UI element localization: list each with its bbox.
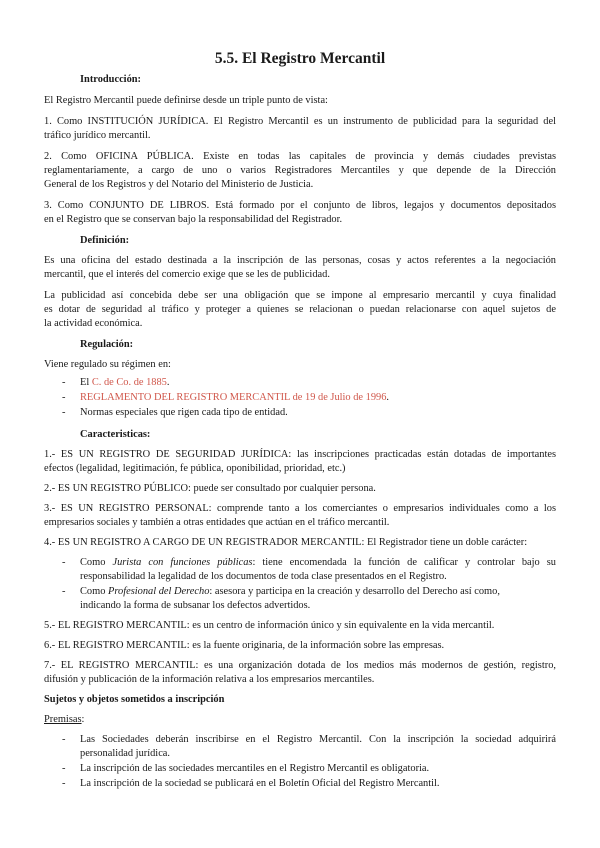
caracteristica-3-line1: 3.- ES UN REGISTRO PERSONAL: comprende tanto a los comerciantes o empresarios individuales como a los (44, 503, 556, 514)
intro-lead: El Registro Mercantil puede definirse desde un triple punto de vista: (44, 95, 328, 106)
sujetos-item-1-line1: Las Sociedades deberán inscribirse en el Registro Mercantil. Con la inscripción la sociedad adquirirá (80, 734, 556, 745)
caracteristica-6: 6.- EL REGISTRO MERCANTIL: es la fuente originaria, de la información sobre las empresas. (44, 640, 445, 651)
link-codigo-comercio[interactable]: C. de Co. de 1885 (91, 377, 167, 388)
sujetos-item-3: La inscripción de la sociedad se publicará en el Boletín Oficial del Registro Mercantil. (80, 778, 440, 789)
caracteristica-4: 4.- ES UN REGISTRO A CARGO DE UN REGISTRADOR MERCANTIL: El Registrador tiene un doble carácter: (44, 537, 528, 548)
caracteristica-1-line2: efectos (legalidad, legitimación, fe pública, oponibilidad, prioridad, etc.) (44, 463, 346, 474)
definicion-p1-line2: mercantil, que el interés del comercio exige que se les de publicidad. (44, 269, 330, 280)
bullet-dash: - (62, 392, 66, 403)
definicion-p2-line3: la actividad económica. (44, 318, 143, 329)
intro-p1-line2: tráfico jurídico mercantil. (44, 130, 151, 141)
intro-p3-line2: en el Registro que se conservan bajo la responsabilidad del Registrador. (44, 214, 343, 225)
link-reglamento-registro[interactable]: REGLAMENTO DEL REGISTRO MERCANTIL de 19 de Julio de 1996 (80, 392, 387, 403)
regulacion-item-1-post: . (166, 377, 170, 388)
regulacion-item-1-pre: El (80, 377, 92, 388)
bullet-dash: - (62, 586, 66, 597)
heading-definicion: Definición: (80, 235, 130, 246)
caracteristica-1-line1: 1.- ES UN REGISTRO DE SEGURIDAD JURÍDICA: las inscripciones practicadas están dotadas de importantes (44, 449, 556, 460)
page-title: 5.5. El Registro Mercantil (214, 50, 386, 67)
regulacion-lead: Viene regulado su régimen en: (44, 359, 171, 370)
regulacion-item-3: Normas especiales que rigen cada tipo de entidad. (80, 407, 288, 418)
bullet-2-pre: Como (80, 586, 109, 597)
regulacion-item-2-post: . (386, 392, 390, 403)
definicion-p2-line2: es dotar de seguridad al tráfico y proteger a quienes se relacionan o puedan relacionarse con aquel sujetos de (44, 304, 556, 315)
heading-caracteristicas: Caracteristicas: (80, 429, 151, 440)
bullet-1-post: : tiene encomendada la función de calificar y controlar bajo su (252, 557, 556, 568)
intro-p2-line2: reglamentariamente, a cargo de uno o varios Registradores Mercantiles y que depende de la Dirección (44, 165, 556, 176)
heading-introduccion: Introducción: (80, 74, 142, 85)
bullet-1-pre: Como (80, 557, 113, 568)
bullet-2-post: : asesora y participa en la creación y desarrollo del Derecho así como, (209, 586, 500, 597)
caracteristica-2: 2.- ES UN REGISTRO PÚBLICO: puede ser consultado por cualquier persona. (44, 483, 376, 494)
intro-p1-line1: 1. Como INSTITUCIÓN JURÍDICA. El Registro Mercantil es un instrumento de publicidad para la seguridad del (44, 116, 556, 127)
intro-p2-line1: 2. Como OFICINA PÚBLICA. Existe en todas las capitales de provincia y demás ciudades previstas (44, 151, 556, 162)
bullet-2-em: Profesional del Derecho (108, 586, 210, 597)
bullet-1-em: Jurista con funciones públicas (112, 557, 253, 568)
bullet-dash: - (62, 557, 66, 568)
caracteristica-4-bullet-2-line1 (80, 585, 556, 600)
premisas-label (44, 713, 556, 728)
caracteristica-3-line2: empresarios sociales y también a otras entidades que actúan en el tráfico mercantil. (44, 517, 390, 528)
sujetos-item-1-line2: personalidad jurídica. (80, 748, 171, 759)
intro-p3-line1: 3. Como CONJUNTO DE LIBROS. Está formado por el conjunto de libros, legajos y documentos depositados (44, 200, 556, 211)
regulacion-item-2 (80, 391, 556, 406)
heading-regulacion: Regulación: (80, 339, 134, 350)
heading-sujetos: Sujetos y objetos sometidos a inscripción (44, 694, 225, 705)
bullet-dash: - (62, 763, 66, 774)
caracteristica-7-line1: 7.- EL REGISTRO MERCANTIL: es una organización dotada de los medios más modernos de gestión, registro, (44, 660, 556, 671)
bullet-dash: - (62, 734, 66, 745)
definicion-p2-line1: La publicidad así concebida debe ser una obligación que se impone al empresario mercantil y cuya finalidad (44, 290, 556, 301)
regulacion-item-1 (80, 376, 556, 391)
caracteristica-7-line2: difusión y publicación de la información relativa a los empresarios mercantiles. (44, 674, 375, 685)
intro-p2-line3: General de los Registros y del Notario del Ministerio de Justicia. (44, 179, 314, 190)
caracteristica-4-bullet-1-line2: responsabilidad la legalidad de los documentos de toda clase presentados en el Registro. (80, 571, 447, 582)
caracteristica-4-bullet-1-line1 (80, 556, 556, 571)
bullet-dash: - (62, 778, 66, 789)
sujetos-item-2: La inscripción de las sociedades mercantiles en el Registro Mercantil es obligatoria. (80, 763, 430, 774)
premisas-underlined: Premisas (44, 714, 82, 725)
bullet-dash: - (62, 377, 66, 388)
definicion-p1-line1: Es una oficina del estado destinada a la inscripción de las personas, cosas y actos referentes a la negociación (44, 255, 556, 266)
caracteristica-5: 5.- EL REGISTRO MERCANTIL: es un centro de información único y sin equivalente en la vida mercantil. (44, 620, 495, 631)
premisas-colon: : (81, 714, 85, 725)
caracteristica-4-bullet-2-line2: indicando la forma de subsanar los defectos advertidos. (80, 600, 311, 611)
bullet-dash: - (62, 407, 66, 418)
